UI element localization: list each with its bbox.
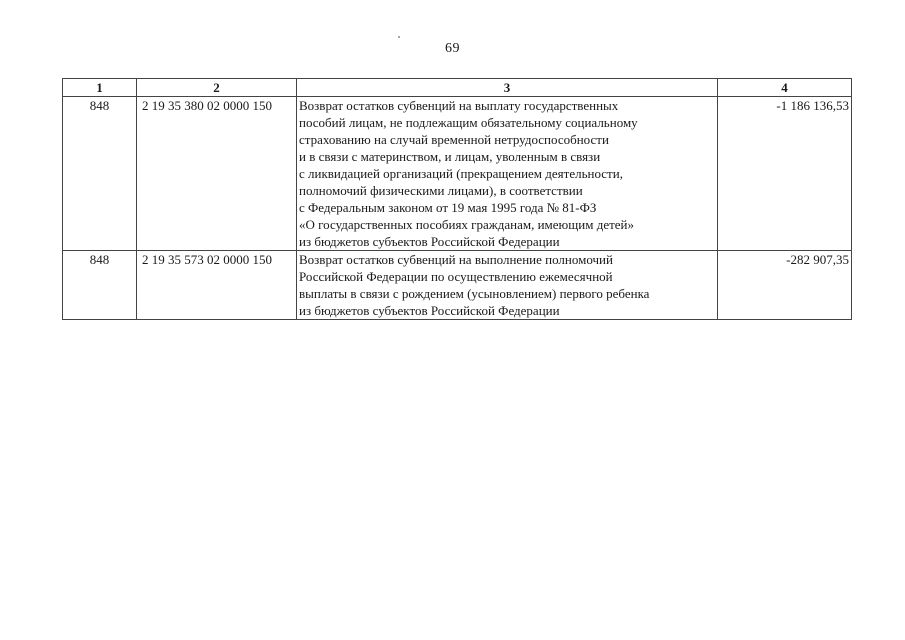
description-line: выплаты в связи с рождением (усыновлением) первого ребенка (299, 286, 650, 301)
page-number: 69 (445, 41, 460, 56)
amount-cell: -282 907,35 (718, 251, 852, 320)
description-line: из бюджетов субъектов Российской Федерации (299, 303, 560, 318)
admin-code-cell: 848 (63, 251, 137, 320)
description-line: полномочий физическими лицами), в соответствии (299, 183, 583, 198)
description-line: пособий лицам, не подлежащим обязательному социальному (299, 115, 638, 130)
column-header-3: 3 (297, 79, 718, 97)
description-line: и в связи с материнством, и лицам, уволенным в связи (299, 149, 601, 164)
budget-table (62, 78, 852, 320)
budget-code-cell: 2 19 35 573 02 0000 150 (137, 251, 297, 320)
description-line: страхованию на случай временной нетрудоспособности (299, 132, 609, 147)
table-row (63, 97, 852, 251)
budget-code-cell: 2 19 35 380 02 0000 150 (137, 97, 297, 251)
description-cell (297, 251, 718, 320)
column-header-2: 2 (137, 79, 297, 97)
table-row (63, 251, 852, 320)
column-header-1: 1 (63, 79, 137, 97)
description-line: с Федеральным законом от 19 мая 1995 года № 81-ФЗ (299, 200, 597, 215)
table-header-row (63, 79, 852, 97)
description-cell (297, 97, 718, 251)
description-line: Возврат остатков субвенций на выполнение полномочий (299, 252, 613, 267)
description-line: Возврат остатков субвенций на выплату государственных (299, 98, 619, 113)
description-line: «О государственных пособиях гражданам, имеющим детей» (299, 217, 634, 232)
admin-code-cell: 848 (63, 97, 137, 251)
description-line: Российской Федерации по осуществлению ежемесячной (299, 269, 613, 284)
description-line: с ликвидацией организаций (прекращением деятельности, (299, 166, 623, 181)
scan-speck (398, 36, 400, 38)
description-line: из бюджетов субъектов Российской Федерации (299, 234, 560, 249)
column-header-4: 4 (718, 79, 852, 97)
amount-cell: -1 186 136,53 (718, 97, 852, 251)
